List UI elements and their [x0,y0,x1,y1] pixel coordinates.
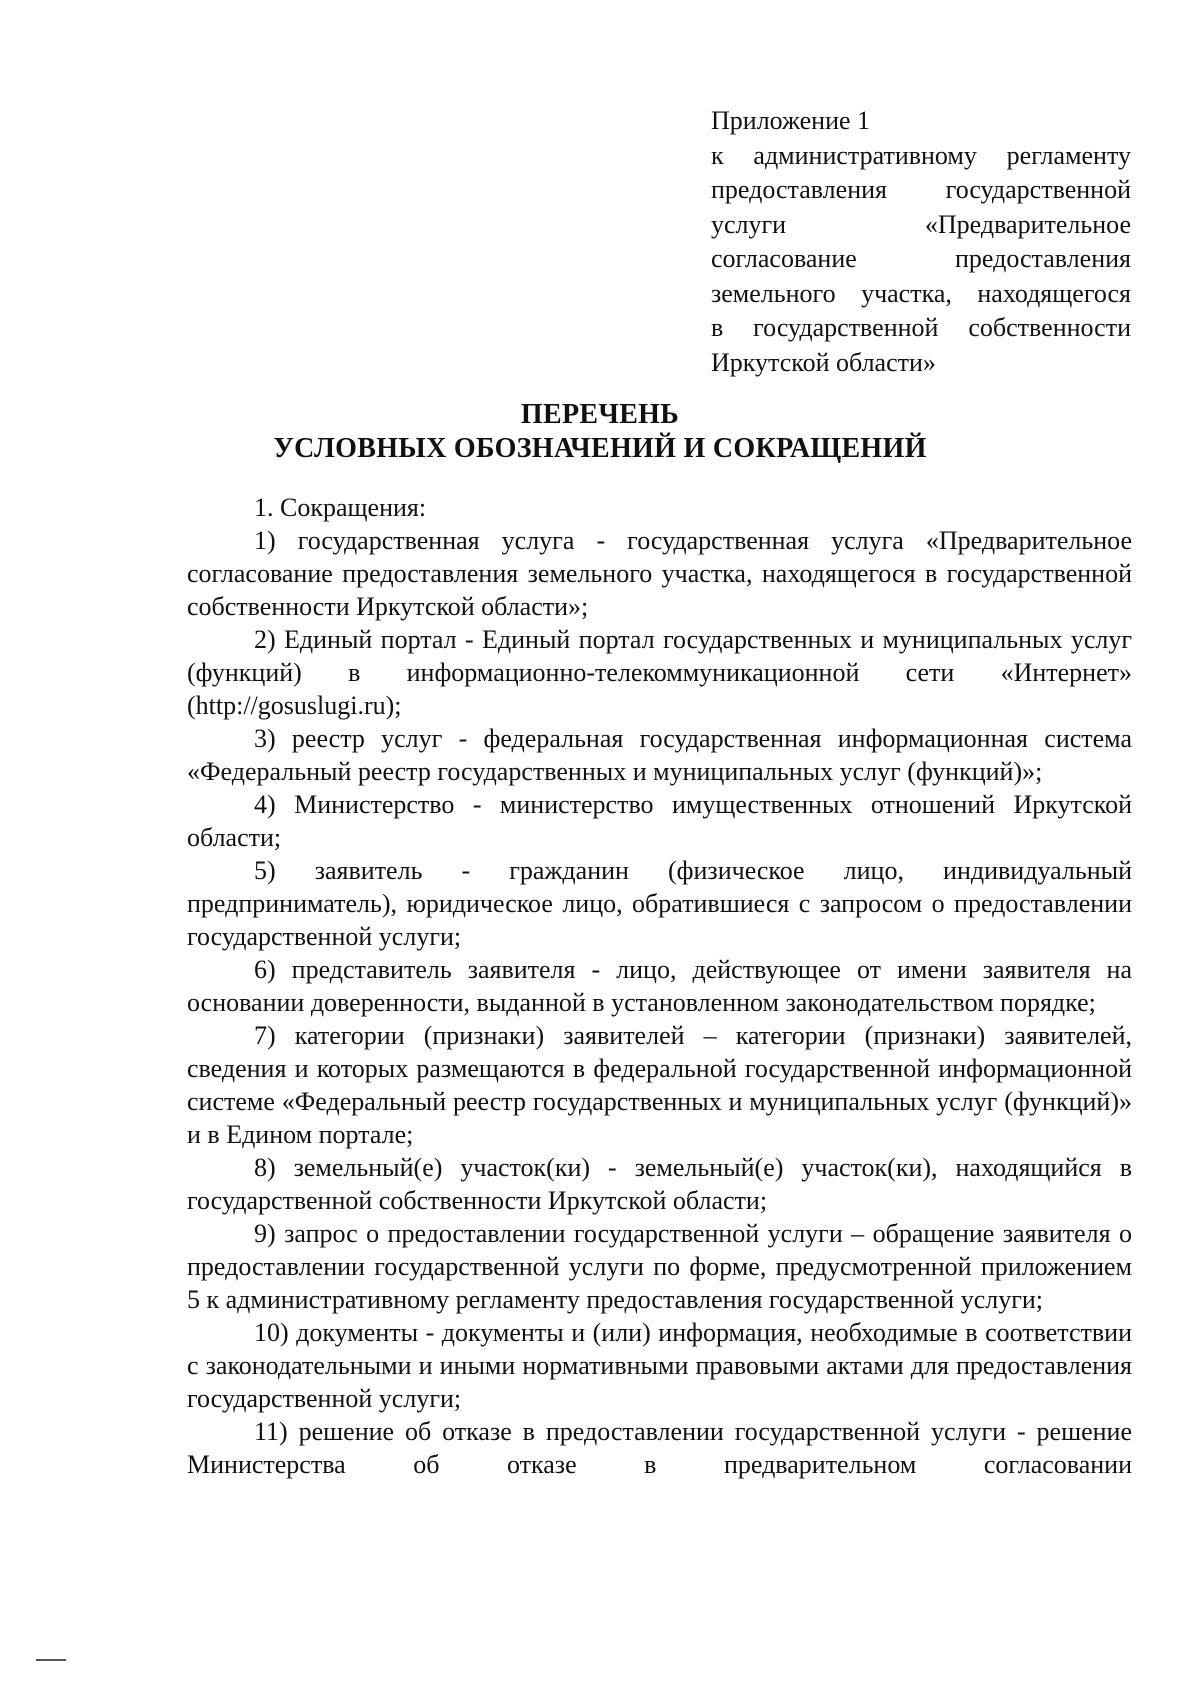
appendix-header [711,104,1131,380]
document-subtitle: УСЛОВНЫХ ОБОЗНАЧЕНИЙ И СОКРАЩЕНИЙ [273,433,927,464]
appendix-line: услуги «Предварительное [711,209,1131,239]
list-item: 11) решение об отказе в предоставлении государственной услуги - решение Министерства об отказе в предварительном согласовании [187,1417,1132,1479]
document-title: ПЕРЕЧЕНЬ [520,399,680,430]
appendix-line: предоставления государственной [711,175,1131,204]
appendix-line: согласование предоставления [711,244,1131,273]
list-item: 4) Министерство - министерство имущественных отношений Иркутской области; [187,790,1132,852]
appendix-line: Приложение 1 [711,106,871,135]
list-item: 7) категории (признаки) заявителей – категории (признаки) заявителей, сведения и которых размещаются в федеральной государственной информационной системе «Федеральный реестр государственных и муниципальных услуг (функций)» и в Едином портале; [187,1021,1132,1149]
list-item: 5) заявитель - гражданин (физическое лицо, индивидуальный предприниматель), юридическое лицо, обратившиеся с запросом о предоставлении государственной услуги; [187,856,1132,951]
appendix-line: Иркутской области» [711,347,936,377]
list-item: 10) документы - документы и (или) информация, необходимые в соответствии с законодательными и иными нормативными правовыми актами для предоставления государственной услуги; [187,1318,1132,1413]
document-body [187,491,1132,1481]
scan-mark [36,1659,66,1661]
appendix-line: земельного участка, находящегося [711,278,1131,308]
list-item: 1) государственная услуга - государственная услуга «Предварительное согласование предоставления земельного участка, находящегося в государственной собственности Иркутской области»; [187,526,1132,621]
appendix-line: в государственной собственности [711,313,1131,342]
appendix-line: к административному регламенту [711,140,1131,170]
list-item: 8) земельный(е) участок(ки) - земельный(е) участок(ки), находящийся в государственной собственности Иркутской области; [187,1153,1132,1215]
list-item: 6) представитель заявителя - лицо, действующее от имени заявителя на основании доверенности, выданной в установленном законодательством порядке; [187,955,1132,1017]
section-heading: 1. Сокращения: [254,493,427,522]
list-item: 2) Единый портал - Единый портал государственных и муниципальных услуг (функций) в информационно-телекоммуникационной сети «Интернет» (http://gosuslugi.ru); [187,625,1132,720]
list-item: 9) запрос о предоставлении государственной услуги – обращение заявителя о предоставлении государственной услуги по форме, предусмотренной приложением 5 к административному регламенту предоставления государственной услуги; [187,1219,1132,1314]
list-item: 3) реестр услуг - федеральная государственная информационная система «Федеральный реестр государственных и муниципальных услуг (функций)»; [187,724,1132,786]
